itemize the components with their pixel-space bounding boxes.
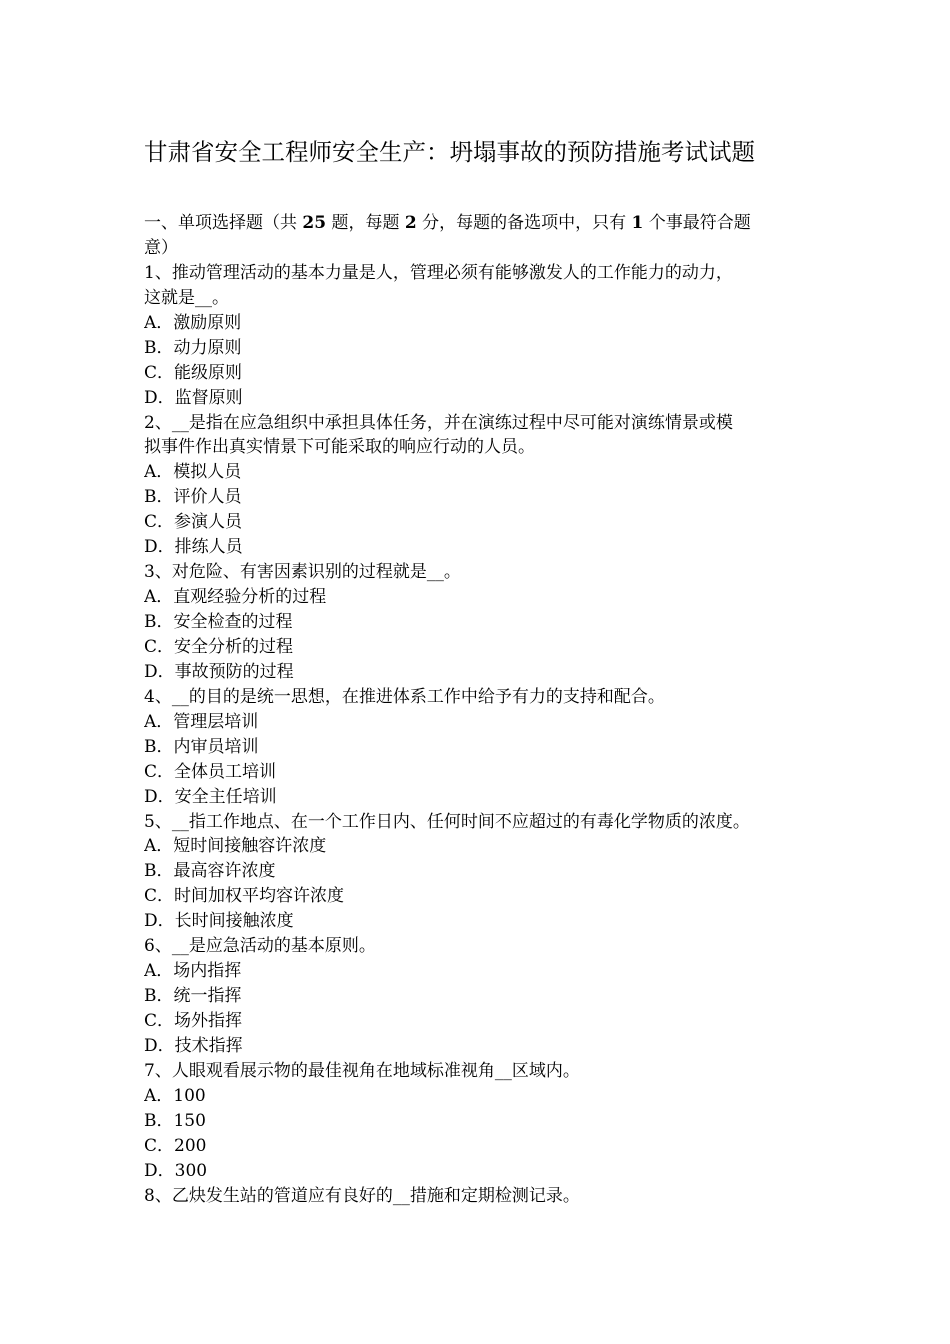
question-5-option-b: B．最高容许浓度 — [144, 861, 276, 882]
question-1-text: 1、推动管理活动的基本力量是人，管理必须有能够激发人的工作能力的动力， — [144, 262, 733, 283]
exam-content — [144, 211, 816, 1209]
question-7-option-b: B．150 — [144, 1110, 206, 1131]
question-5-option-a: A．短时间接触容许浓度 — [144, 836, 327, 857]
question-2-text-cont: 拟事件作出真实情景下可能采取的响应行动的人员。 — [144, 437, 535, 458]
question-6-option-a: A．场内指挥 — [144, 961, 242, 982]
question-5-text: 5、__指工作地点、在一个工作日内、任何时间不应超过的有毒化学物质的浓度。 — [144, 811, 750, 832]
points-per-question: 2 — [404, 213, 417, 233]
question-1-option-c: C．能级原则 — [144, 362, 243, 383]
correct-count: 1 — [631, 213, 644, 233]
question-5-option-c: C．时间加权平均容许浓度 — [144, 886, 345, 907]
question-3-option-c: C．安全分析的过程 — [144, 636, 294, 657]
question-3-option-a: A．直观经验分析的过程 — [144, 587, 327, 608]
section-text-b: 题，每题 — [326, 213, 405, 233]
question-count: 25 — [302, 213, 327, 233]
section-text-d: 个事最符合题 — [643, 213, 751, 233]
question-2-option-a: A．模拟人员 — [144, 462, 242, 483]
question-3-option-d: D．事故预防的过程 — [144, 661, 294, 682]
question-6-option-d: D．技术指挥 — [144, 1035, 243, 1056]
question-1-option-b: B．动力原则 — [144, 337, 242, 358]
question-1-text-cont: 这就是__。 — [144, 287, 229, 308]
question-5-option-d: D．长时间接触浓度 — [144, 911, 294, 932]
question-3-option-b: B．安全检查的过程 — [144, 612, 293, 632]
question-2-text: 2、__是指在应急组织中承担具体任务，并在演练过程中尽可能对演练情景或模 — [144, 412, 733, 433]
question-8-text: 8、乙炔发生站的管道应有良好的__措施和定期检测记录。 — [144, 1185, 580, 1206]
question-6-option-b: B．统一指挥 — [144, 986, 242, 1007]
question-6-option-c: C．场外指挥 — [144, 1011, 243, 1031]
question-6-text: 6、__是应急活动的基本原则。 — [144, 936, 376, 957]
question-3-text: 3、对危险、有害因素识别的过程就是__。 — [144, 562, 461, 583]
question-1-option-d: D．监督原则 — [144, 387, 243, 408]
section-text-a: 一、单项选择题（共 — [144, 213, 303, 233]
section-heading-line-2: 意） — [144, 237, 178, 258]
document-title: 甘肃省安全工程师安全生产：坍塌事故的预防措施考试试题 — [144, 138, 755, 166]
question-1-option-a: A．激励原则 — [144, 312, 242, 333]
question-7-text: 7、人眼观看展示物的最佳视角在地域标准视角__区域内。 — [144, 1060, 580, 1081]
question-2-option-b: B．评价人员 — [144, 487, 242, 508]
question-4-option-d: D．安全主任培训 — [144, 786, 277, 807]
section-text-c: 分，每题的备选项中，只有 — [416, 213, 632, 233]
question-7-option-a: A．100 — [144, 1085, 206, 1106]
question-4-option-b: B．内审员培训 — [144, 736, 259, 757]
question-4-option-c: C．全体员工培训 — [144, 761, 277, 782]
question-4-text: 4、__的目的是统一思想，在推进体系工作中给予有力的支持和配合。 — [144, 686, 665, 707]
question-4-option-a: A．管理层培训 — [144, 711, 259, 732]
question-7-option-c: C．200 — [144, 1135, 207, 1156]
question-2-option-c: C．参演人员 — [144, 512, 243, 533]
question-7-option-d: D．300 — [144, 1160, 208, 1181]
question-2-option-d: D．排练人员 — [144, 537, 243, 558]
section-heading-line-1 — [144, 211, 816, 236]
